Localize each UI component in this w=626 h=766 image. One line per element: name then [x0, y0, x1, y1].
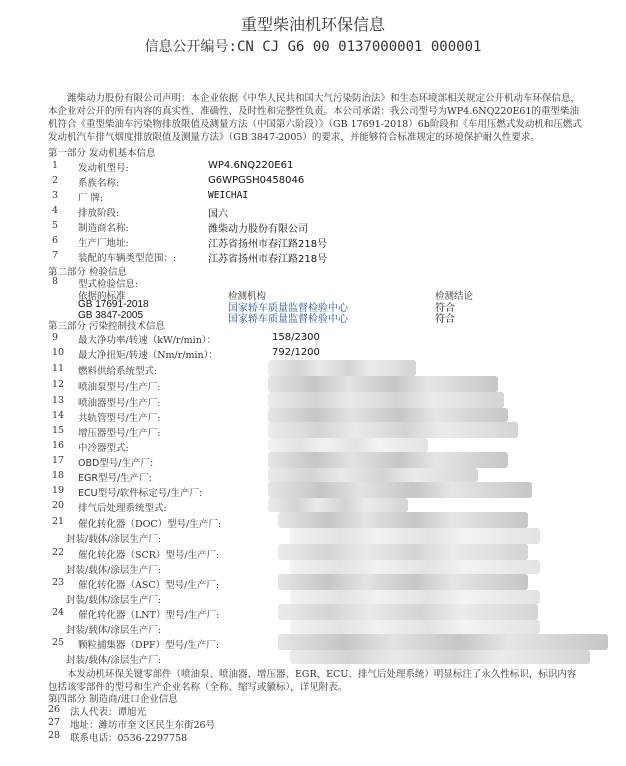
- row-sublabel: 封装/载体/涂层生产厂:: [66, 655, 162, 666]
- row-number: 23: [52, 577, 65, 588]
- part3-heading: 第三部分 污染控制技术信息: [48, 321, 166, 332]
- redacted-block: [278, 512, 528, 528]
- factory-address-value: 江苏省扬州市春江路218号: [208, 239, 328, 250]
- row-number: 16: [52, 440, 65, 451]
- row-number: 21: [52, 516, 65, 527]
- row-label: 中冷器型式:: [78, 443, 129, 454]
- row-number: 26: [48, 704, 61, 715]
- row-label: 排气后处理系统型式:: [78, 503, 167, 514]
- redacted-block: [268, 498, 408, 512]
- row-number: 22: [52, 547, 65, 558]
- row-number: 3: [52, 190, 59, 201]
- row-number: 18: [52, 470, 65, 481]
- row-number: 14: [52, 410, 65, 421]
- column-result-header: 检测结论: [435, 291, 474, 302]
- redacted-block: [268, 482, 532, 498]
- row-number: 13: [52, 395, 65, 406]
- redacted-block: [268, 422, 518, 438]
- row-number: 6: [52, 235, 59, 246]
- redacted-block: [268, 376, 498, 392]
- row-number: 15: [52, 425, 65, 436]
- component-note: 本发动机环保关键零部件（喷油泵、喷油器、增压器、EGR、ECU、排气后处理系统）明显标注了永久性标识，标识内容包括该零部件的型号和生产企业名称（全称、缩写或徽标），详见附表。: [48, 669, 577, 693]
- row-label: 催化转化器（DOC）型号/生产厂:: [78, 519, 222, 530]
- column-lab-header: 检测机构: [228, 291, 267, 302]
- row-label: ECU型号/软件标定号/生产厂:: [78, 488, 203, 499]
- row-number: 24: [52, 607, 65, 618]
- redacted-block: [268, 360, 416, 376]
- result-cell: 符合: [435, 303, 455, 314]
- row-sublabel: 封装/载体/涂层生产厂:: [66, 595, 162, 606]
- row-number: 2: [52, 175, 59, 186]
- row-label: 生产厂地址:: [78, 238, 129, 249]
- row-label: 制造商名称:: [78, 223, 129, 234]
- row-number: 4: [52, 205, 59, 216]
- row-label: 最大净扭矩/转速（Nm/r/min）：: [78, 350, 218, 361]
- row-number: 1: [52, 160, 59, 171]
- company-address: 地址：潍坊市奎文区民生东街26号: [70, 720, 216, 731]
- redacted-block: [290, 620, 540, 634]
- row-number: 7: [52, 250, 59, 261]
- document-title: 重型柴油机环保信息: [240, 15, 385, 34]
- row-label: EGR型号/生产厂:: [78, 473, 152, 484]
- standard-cell: GB 3847-2005: [78, 310, 144, 321]
- row-number: 20: [52, 500, 65, 511]
- family-name-value: G6WPGSH0458046: [208, 175, 305, 186]
- result-cell: 符合: [435, 314, 455, 325]
- redacted-block: [278, 574, 528, 590]
- redacted-block: [290, 528, 540, 544]
- row-label: 系族名称:: [78, 178, 120, 189]
- redacted-block: [278, 604, 538, 620]
- row-number: 19: [52, 485, 65, 496]
- row-label: 厂 牌:: [78, 193, 104, 204]
- row-label: 喷油泵型号/生产厂:: [78, 382, 161, 393]
- standard-cell: GB 17691-2018: [78, 299, 149, 310]
- row-label: 颗粒捕集器（DPF）型号/生产厂:: [78, 640, 220, 651]
- row-number: 5: [52, 220, 59, 231]
- part4-heading: 第四部分 制造商/进口企业信息: [48, 694, 178, 705]
- row-label: 催化转化器（SCR）型号/生产厂:: [78, 550, 220, 561]
- max-torque-value: 792/1200: [272, 347, 320, 358]
- row-number: 9: [52, 332, 59, 343]
- redacted-block: [268, 408, 508, 422]
- redacted-block: [268, 392, 504, 408]
- redacted-block: [268, 452, 508, 468]
- manufacturer-value: 潍柴动力股份有限公司: [208, 224, 308, 235]
- row-label: OBD型号/生产厂:: [78, 458, 154, 469]
- row-number: 10: [52, 347, 65, 358]
- row-label: 共轨管型号/生产厂:: [78, 413, 161, 424]
- row-label: 最大净功率/转速（kW/r/min）：: [78, 335, 217, 346]
- engine-model-value: WP4.6NQ220E61: [208, 160, 294, 171]
- redacted-block: [290, 590, 540, 604]
- lab-cell: 国家轿车质量监督检验中心: [228, 314, 348, 325]
- part1-heading: 第一部分 发动机基本信息: [48, 148, 156, 159]
- type-test-label: 型式检验信息:: [78, 279, 139, 290]
- row-label: 排放阶段:: [78, 208, 120, 219]
- legal-representative: 法人代表：谭旭光: [70, 707, 147, 718]
- row-label: 催化转化器（LNT）型号/生产厂:: [78, 610, 220, 621]
- row-sublabel: 封装/载体/涂层生产厂:: [66, 625, 162, 636]
- row-label: 装配的车辆类型范围：:: [78, 253, 177, 264]
- row-label: 催化转化器（ASC）型号/生产厂:: [78, 580, 220, 591]
- row-sublabel: 封装/载体/涂层生产厂:: [66, 534, 162, 545]
- redacted-block: [268, 468, 478, 482]
- part2-heading: 第二部分 检验信息: [48, 267, 128, 278]
- emission-stage-value: 国六: [208, 209, 228, 220]
- redacted-block: [290, 650, 590, 664]
- row-sublabel: 封装/载体/涂层生产厂:: [66, 565, 162, 576]
- row-number: 11: [52, 363, 65, 374]
- row-label: 燃料供给系统型式:: [78, 366, 158, 377]
- column-standard-header: 依据的标准: [78, 291, 126, 302]
- row-number: 17: [52, 455, 65, 466]
- redacted-block: [268, 438, 428, 452]
- row-number: 25: [52, 637, 65, 648]
- vehicle-range-value: 江苏省扬州市春江路218号: [208, 254, 328, 265]
- brand-value: WEICHAI: [208, 190, 249, 201]
- row-label: 发动机型号:: [78, 163, 129, 174]
- declaration-paragraph: 潍柴动力股份有限公司声明：本企业依据《中华人民共和国大气污染防治法》和生态环境部相关规定公开机动车环保信息，本企业对公开的所有内容的真实性、准确性、及时性和完整性负责。本公司承诺：我公司型号为WP4.6NQ220E61的重型柴油机符合《重型柴油车污染物排放限值及测量方法（中国第六阶段）》（GB 17691-2018）6b阶段和《车用压燃式发动机和压燃式发动机汽车排气烟度排放限值及测量方法》（GB 3847-2005）的要求，并能够符合标准规定的环境保护耐久性要求。: [48, 93, 582, 143]
- lab-cell: 国家轿车质量监督检验中心: [228, 303, 348, 314]
- row-label: 喷油器型号/生产厂:: [78, 398, 161, 409]
- row-number: 28: [48, 730, 61, 741]
- row-label: 增压器型号/生产厂:: [78, 428, 161, 439]
- max-power-value: 158/2300: [272, 332, 320, 343]
- redacted-block: [278, 544, 528, 560]
- info-number: 信息公开编号:CN CJ G6 00 0137000001 000001: [144, 39, 482, 55]
- redacted-block: [278, 634, 608, 650]
- contact-phone: 联系电话：0536-2297758: [70, 733, 188, 744]
- redacted-block: [290, 560, 540, 574]
- row-number: 8: [52, 276, 59, 287]
- row-number: 27: [48, 717, 61, 728]
- row-number: 12: [52, 379, 65, 390]
